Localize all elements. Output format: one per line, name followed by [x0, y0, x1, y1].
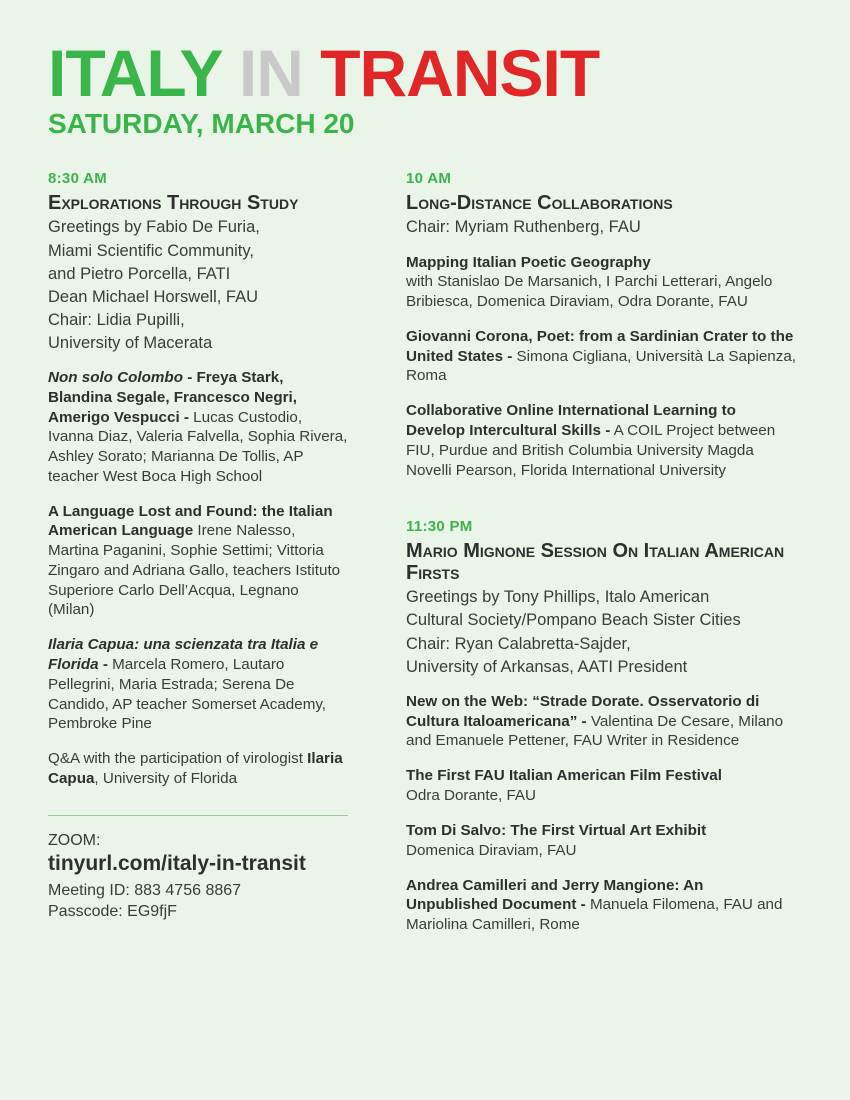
- session-title-mario-mignone: Mario Mignone Session On Italian American Firsts: [406, 539, 785, 584]
- session-line: and Pietro Porcella, FATI: [48, 264, 231, 283]
- entry-title-bold: -: [98, 656, 108, 674]
- entry-title-italic: Non solo Colombo: [48, 369, 183, 387]
- entry-body: A COIL Project between FIU, Purdue and British Columbia University Magda Novelli Pearson, Florida International University: [406, 422, 776, 479]
- entry-title-bold: Mapping Italian Poetic Geography: [406, 253, 651, 271]
- entry-title-bold: Tom Di Salvo: The First Virtual Art Exhibit: [406, 821, 707, 839]
- list-item: [48, 502, 348, 621]
- list-item: [406, 766, 796, 806]
- left-column: [48, 170, 348, 950]
- entry-title-bold: The First FAU Italian American Film Festival: [406, 767, 722, 785]
- session-line: Dean Michael Horswell, FAU: [48, 287, 258, 306]
- list-item: [406, 401, 796, 480]
- zoom-link[interactable]: tinyurl.com/italy-in-transit: [48, 851, 306, 875]
- divider: [48, 815, 348, 816]
- title-word-transit: TRANSIT: [320, 36, 600, 110]
- session-title-long-distance: Long-Distance Collaborations: [406, 192, 673, 214]
- list-item: [406, 876, 796, 935]
- list-item: [406, 327, 796, 386]
- list-item: [48, 749, 348, 789]
- entry-body-prefix: Q&A with the participation of virologist: [48, 750, 308, 768]
- session-line: Greetings by Fabio De Furia,: [48, 218, 260, 237]
- entry-body: , University of Florida: [94, 770, 238, 788]
- session-line: Chair: Lidia Pupilli,: [48, 310, 185, 329]
- entry-title-bold: A Language Lost and Found: the Italian American Language: [48, 502, 333, 540]
- zoom-passcode: Passcode: EG9fjF: [48, 902, 177, 920]
- list-item: [48, 368, 348, 487]
- entry-body: Irene Nalesso, Martina Paganini, Sophie Settimi; Vittoria Zingaro and Adriana Gallo, teachers Istituto Superiore Carlo Dell’Acqua, Legnano (Milan): [48, 522, 341, 619]
- entry-body: Lucas Custodio, Ivanna Diaz, Valeria Falvella, Sophia Rivera, Ashley Sorato; Marianna De Tollis, AP teacher West Boca High School: [48, 408, 348, 485]
- list-item: [406, 253, 796, 312]
- masthead: [48, 36, 802, 140]
- session-line: Cultural Society/Pompano Beach Sister Cities: [406, 611, 741, 630]
- page-title: [48, 36, 802, 110]
- entry-body: Marcela Romero, Lautaro Pellegrini, Maria Estrada; Serena De Candido, AP teacher Somerset Academy, Pembroke Pine: [48, 656, 327, 733]
- entry-body: Domenica Diraviam, FAU: [406, 841, 577, 859]
- entry-title-bold: - Freya Stark, Blandina Segale, Francesco Negri, Amerigo Vespucci -: [48, 369, 297, 426]
- section-spacer: [406, 496, 796, 518]
- page-subtitle: SATURDAY, MARCH 20: [48, 108, 355, 139]
- entry-title-bold: Collaborative Online International Learning to Develop Intercultural Skills -: [406, 402, 736, 440]
- title-word-in: IN: [238, 36, 303, 110]
- list-item: [406, 821, 796, 861]
- zoom-label: ZOOM:: [48, 831, 101, 849]
- session-line: University of Arkansas, AATI President: [406, 657, 688, 676]
- session-line: Chair: Myriam Ruthenberg, FAU: [406, 218, 641, 237]
- timeslot-830am: 8:30 AM: [48, 170, 108, 187]
- entry-body: with Stanislao De Marsanich, I Parchi Letterari, Angelo Bribiesca, Domenica Diraviam, Odra Dorante, FAU: [406, 273, 773, 310]
- session-line: Chair: Ryan Calabretta-Sajder,: [406, 634, 631, 653]
- list-item: [406, 692, 796, 751]
- entry-body: Odra Dorante, FAU: [406, 786, 536, 804]
- entry-title-bold: Andrea Camilleri and Jerry Mangione: An Unpublished Document -: [406, 876, 704, 914]
- session-line: Miami Scientific Community,: [48, 241, 254, 260]
- zoom-meeting-id: Meeting ID: 883 4756 8867: [48, 881, 242, 899]
- entry-title-bold: Ilaria Capua: [48, 750, 343, 788]
- timeslot-10am: 10 AM: [406, 170, 452, 187]
- content-columns: [48, 170, 802, 950]
- list-item: [48, 635, 348, 734]
- session-line: Greetings by Tony Phillips, Italo American: [406, 588, 710, 607]
- right-column: [406, 170, 796, 950]
- entry-title-bold: New on the Web: “Strade Dorate. Osservatorio di Cultura Italoamericana” -: [406, 692, 760, 730]
- entry-title-italic: Ilaria Capua: una scienzata tra Italia e Florida: [48, 636, 319, 674]
- entry-body: Valentina De Cesare, Milano and Emanuele Pettener, FAU Writer in Residence: [406, 712, 784, 750]
- entry-title-bold: Giovanni Corona, Poet: from a Sardinian Crater to the United States -: [406, 327, 794, 365]
- timeslot-1130pm: 11:30 PM: [406, 517, 473, 535]
- entry-body: Simona Cigliana, Università La Sapienza, Roma: [406, 347, 796, 385]
- entry-body: Manuela Filomena, FAU and Mariolina Camilleri, Rome: [406, 896, 783, 934]
- session-line: University of Macerata: [48, 333, 213, 352]
- title-word-italy: ITALY: [48, 36, 222, 110]
- session-title-explorations: Explorations Through Study: [48, 192, 299, 214]
